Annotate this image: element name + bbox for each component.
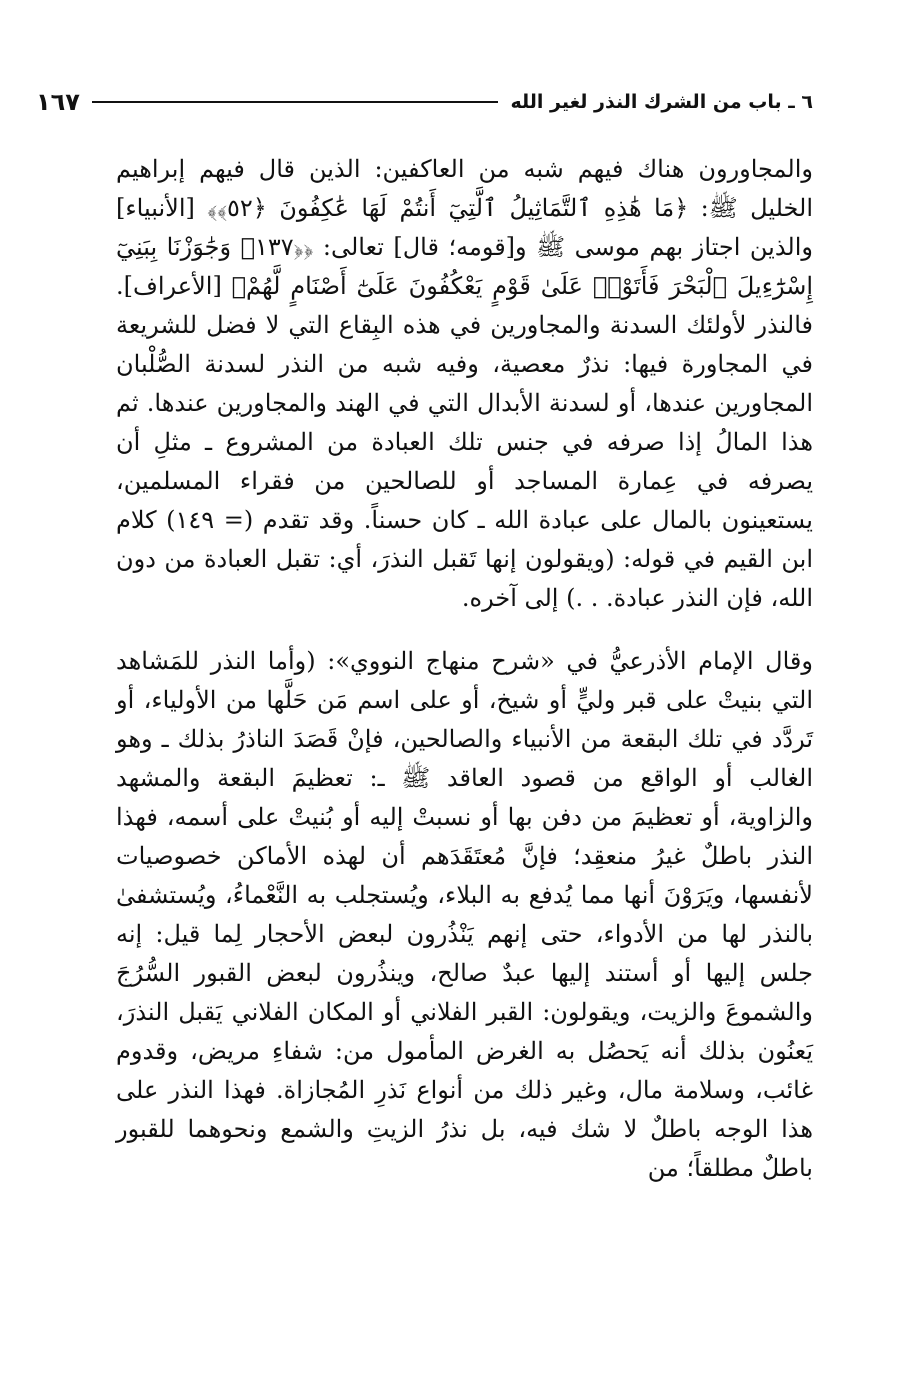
header-rule [92,101,499,103]
chapter-title: ٦ ـ باب من الشرك النذر لغير الله [510,91,813,113]
page-number: ١٦٧ [36,88,80,116]
paragraph-2: وقال الإمام الأذرعيُّ في «شرح منهاج النووي»: (وأما النذر للمَشاهد التي بنيتْ على قبر وليٍّ أو شيخ، أو على اسم مَن حَلَّها من الأولياء، أو تَردَّد في تلك البقعة من الأنبياء والصالحين، فإنْ قَصَدَ الناذرُ بذلك ـ وهو الغالب أو الواقع من قصود العاقد ﷺ ـ: تعظيمَ البقعة والمشهد والزاوية، أو تعظيمَ من دفن بها أو نسبتْ إليه أو بُنيتْ على أسمه، فهذا النذر باطلٌ غيرُ منعقِد؛ فإنَّ مُعتَقَدَهم أن لهذه الأماكن خصوصيات لأنفسها، ويَرَوْنَ أنها مما يُدفع به البلاء، ويُستجلب به النَّعْماءُ، ويُستشفىٰ بالنذر لها من الأدواء، حتى إنهم يَنْذُرون لبعض الأحجار لِما قيل: إنه جلس إليها أو أستند إليها عبدٌ صالح، وينذُرون لبعض القبور السُّرُجَ والشموعَ والزيت، ويقولون: القبر الفلاني أو المكان الفلاني يَقبل النذرَ، يَعنُون بذلك أنه يَحصُل به الغرض المأمول من: شفاءِ مريض، وقدوم غائب، وسلامة مال، وغير ذلك من أنواع نَذرِ المُجازاة. فهذا النذر على هذا الوجه باطلٌ لا شك فيه، بل نذرُ الزيتِ والشمع ونحوهما للقبور باطلٌ مطلقاً؛ من [116,647,814,1182]
paragraph-1: والمجاورون هناك فيهم شبه من العاكفين: الذين قال فيهم إبراهيم الخليل ﷺ: ﴿مَا هَٰذِهِ ٱلتَّمَاثِيلُ ٱلَّتِيٓ أَنتُمْ لَهَا عَٰكِفُونَ ﴿٥٢﴾﴾ [الأنبياء] والذين اجتاز بهم موسى ﷺ و[قومه؛ قال] تعالى: ﴿﴿١٣٧﴾ وَجَٰوَزْنَا بِبَنِيٓ إِسْرَٰٓءِيلَ ٱلْبَحْرَ فَأَتَوْا۟ عَلَىٰ قَوْمٍ يَعْكُفُونَ عَلَىٰٓ أَصْنَامٍ لَّهُمْ﴾ [الأعراف]. فالنذر لأولئك السدنة والمجاورين في هذه البِقاع التي لا فضل للشريعة في المجاورة فيها: نذرٌ معصية، وفيه شبه من النذر لسدنة الصُّلْبان المجاورين عندها، أو لسدنة الأبدال التي في الهند والمجاورين عندها. ثم هذا المالُ إذا صرفه في جنس تلك العبادة من المشروع ـ مثلِ أن يصرفه في عِمارة المساجد أو للصالحين من فقراء المسلمين، يستعينون بالمال على عبادة الله ـ كان حسناً. وقد تقدم (= ١٤٩) كلام ابن القيم في قوله: (ويقولون إنها تَقبل النذرَ، أي: تقبل العبادة من دون الله، فإن النذر عبادة. . .) إلى آخره. [116,155,814,612]
running-header [36,84,813,120]
main-text [116,150,813,1188]
